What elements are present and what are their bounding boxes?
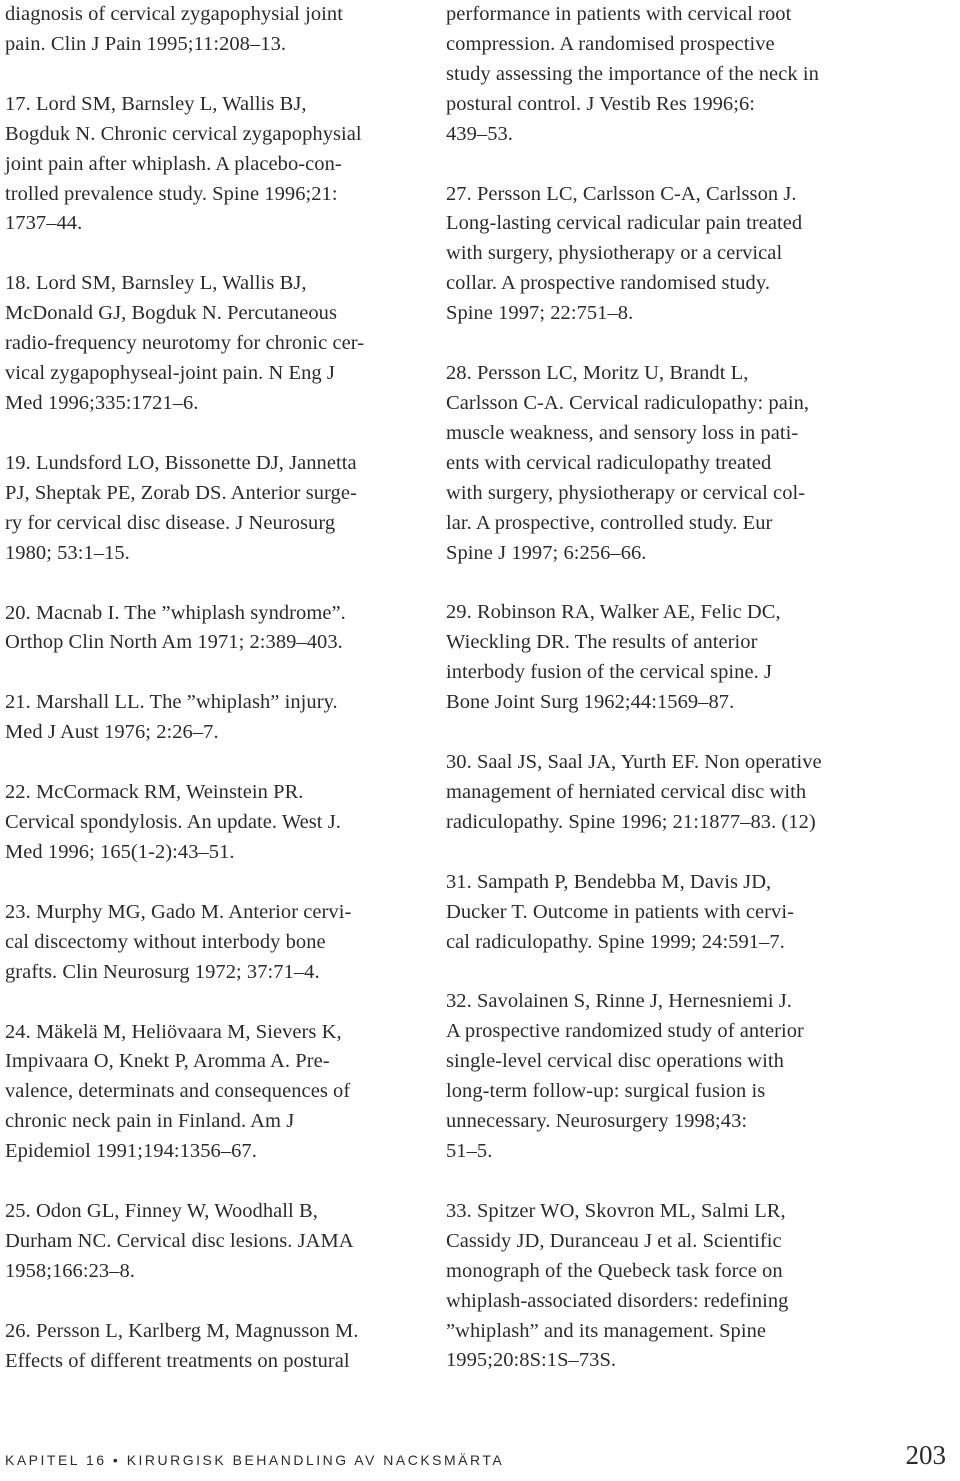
right-reference-column [446,0,886,1376]
reference-entry: 32. Savolainen S, Rinne J, Hernesniemi J. A prospective randomized study of anterior single-level cervical disc operations with long-term follow-up: surgical fusion is unnecessary. Neurosurgery 1998;43: 51–5. [446,990,804,1162]
reference-entry: 27. Persson LC, Carlsson C-A, Carlsson J. Long-lasting cervical radicular pain treated with surgery, physiotherapy or a cervical collar. A prospective randomised study. Spine 1997; 22:751–8. [446,182,803,325]
page-number: 203 [905,1440,946,1470]
reference-entry: 21. Marshall LL. The ”whiplash” injury. Med J Aust 1976; 2:26–7. [5,691,338,744]
left-reference-column [5,0,425,1377]
reference-entry: 18. Lord SM, Barnsley L, Wallis BJ, McDonald GJ, Bogduk N. Percutaneous radio-frequency neurotomy for chronic cer- vical zygapophyseal-joint pain. N Eng J Med 1996;335:1721–6. [5,272,365,414]
page-footer [5,1440,946,1476]
reference-entry: 19. Lundsford LO, Bissonette DJ, Jannetta PJ, Sheptak PE, Zorab DS. Anterior surge- ry for cervical disc disease. J Neurosurg 1980; 53:1–15. [5,451,357,564]
reference-entry: 17. Lord SM, Barnsley L, Wallis BJ, Bogduk N. Chronic cervical zygapophysial joint pain after whiplash. A placebo-con- trolled prevalence study. Spine 1996;21: 1737–44. [5,92,362,235]
reference-entry: 29. Robinson RA, Walker AE, Felic DC, Wieckling DR. The results of anterior interbody fusion of the cervical spine. J Bone Joint Surg 1962;44:1569–87. [446,601,781,714]
reference-entry: 24. Mäkelä M, Heliövaara M, Sievers K, Impivaara O, Knekt P, Aromma A. Pre- valence, determinats and consequences of chronic neck pain in Finland. Am J Epidemiol 1991;194:1356–67. [5,1020,351,1163]
reference-entry: 30. Saal JS, Saal JA, Yurth EF. Non operative management of herniated cervical disc with radiculopathy. Spine 1996; 21:1877–83. (12) [446,751,822,833]
reference-entry: 25. Odon GL, Finney W, Woodhall B, Durham NC. Cervical disc lesions. JAMA 1958;166:23–8. [5,1200,354,1282]
reference-entry: performance in patients with cervical root compression. A randomised prospective study assessing the importance of the neck in postural control. J Vestib Res 1996;6: 439–53. [446,3,819,145]
reference-entry: diagnosis of cervical zygapophysial joint pain. Clin J Pain 1995;11:208–13. [5,3,343,55]
reference-entry: 23. Murphy MG, Gado M. Anterior cervi- cal discectomy without interbody bone grafts. Clin Neurosurg 1972; 37:71–4. [5,900,352,983]
reference-entry: 22. McCormack RM, Weinstein PR. Cervical spondylosis. An update. West J. Med 1996; 165(1-2):43–51. [5,781,341,863]
reference-entry: 28. Persson LC, Moritz U, Brandt L, Carlsson C-A. Cervical radiculopathy: pain, muscle weakness, and sensory loss in pati- ents with cervical radiculopathy treated with surgery, physiotherapy or cervical col- lar. A prospective, controlled study. Eur Spine J 1997; 6:256–66. [446,362,810,564]
reference-entry: 33. Spitzer WO, Skovron ML, Salmi LR, Cassidy JD, Duranceau J et al. Scientific monograph of the Quebeck task force on whiplash-associated disorders: redefining ”whiplash” and its management. Spine 1995;20:8S:1S–73S. [446,1199,789,1372]
reference-entry: 26. Persson L, Karlberg M, Magnusson M. Effects of different treatments on postural [5,1319,359,1372]
reference-entry: 31. Sampath P, Bendebba M, Davis JD, Ducker T. Outcome in patients with cervi- cal radiculopathy. Spine 1999; 24:591–7. [446,870,794,953]
reference-entry: 20. Macnab I. The ”whiplash syndrome”. Orthop Clin North Am 1971; 2:389–403. [5,601,346,654]
running-head: KAPITEL 16 • KIRURGISK BEHANDLING AV NACKSMÄRTA [5,1452,505,1468]
